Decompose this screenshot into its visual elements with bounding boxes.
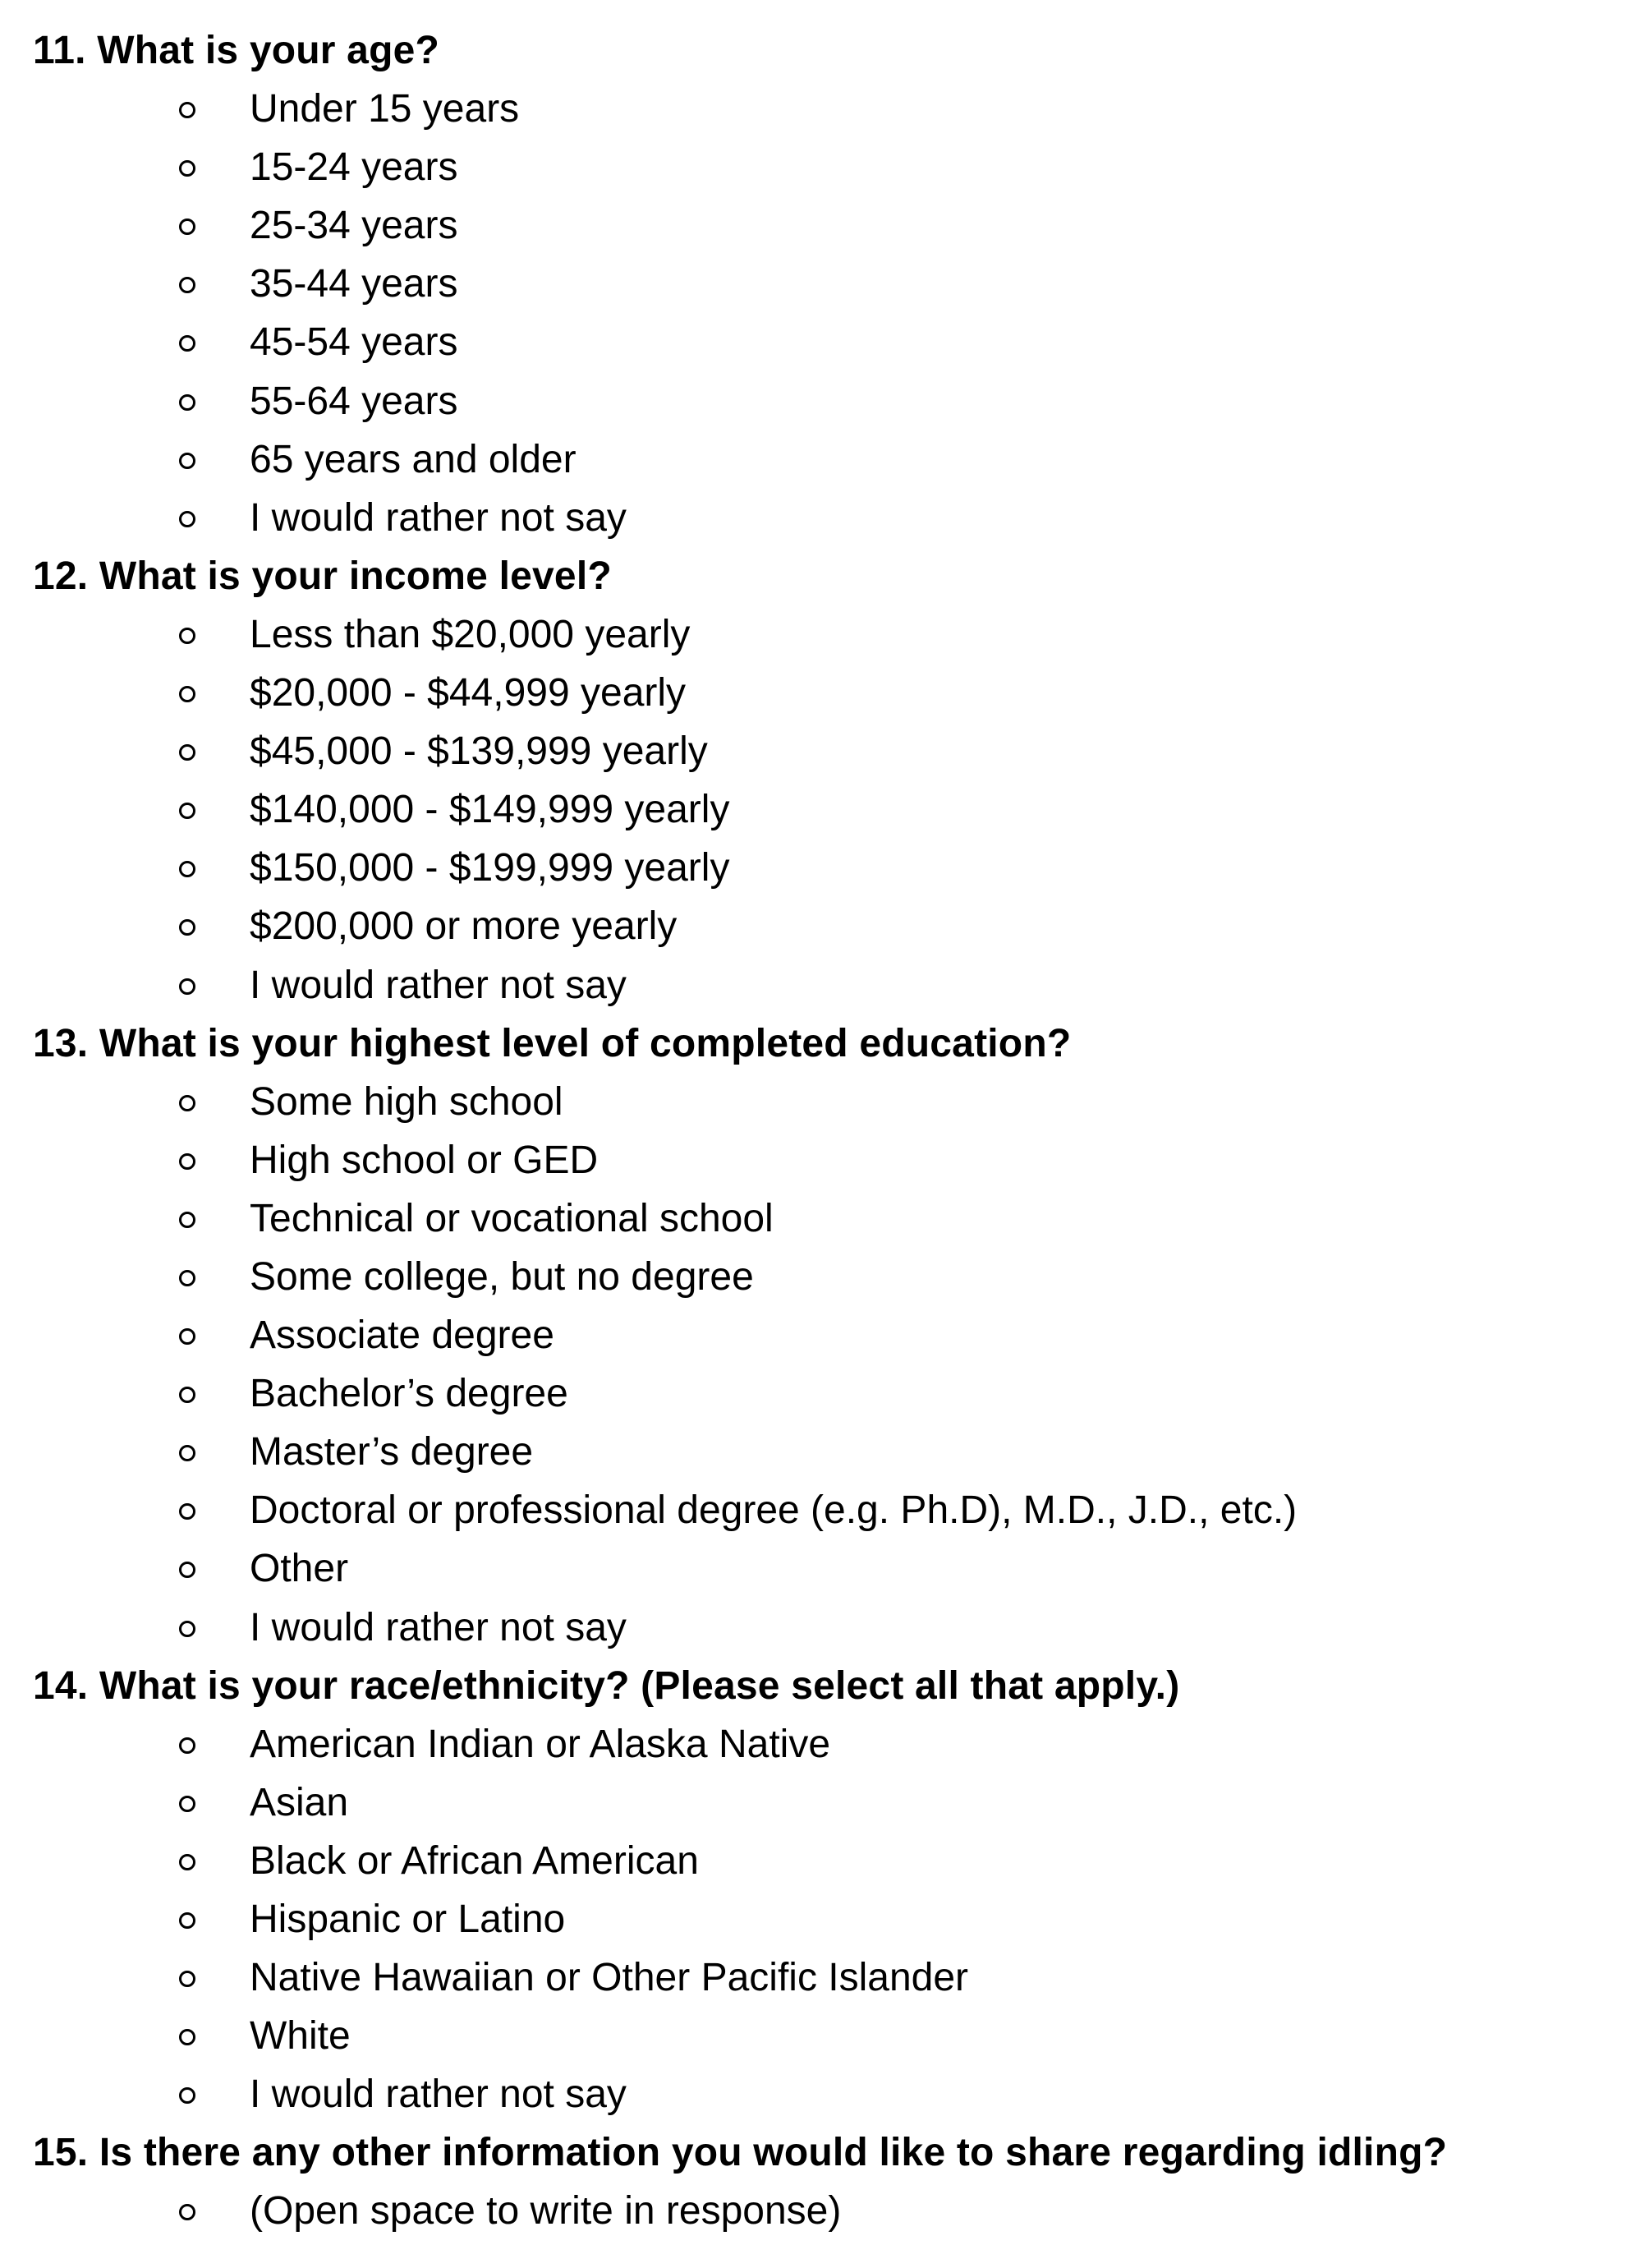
option-150000-199999[interactable]: [33, 839, 1626, 897]
option-label: 55-64 years: [250, 379, 458, 423]
radio-button-icon[interactable]: [179, 102, 195, 118]
option-label: Some high school: [250, 1079, 563, 1124]
option-label: Master’s degree: [250, 1430, 534, 1474]
option-technical-vocational[interactable]: [33, 1189, 1626, 1248]
option-label: $140,000 - $149,999 yearly: [250, 788, 730, 832]
option-label: I would rather not say: [250, 495, 627, 540]
question-title: 13. What is your highest level of completed education?: [33, 1021, 1072, 1065]
radio-button-icon[interactable]: [179, 1387, 195, 1403]
radio-button-icon[interactable]: [179, 1562, 195, 1578]
option-200000-plus[interactable]: [33, 897, 1626, 955]
radio-button-icon[interactable]: [179, 1270, 195, 1286]
radio-button-icon[interactable]: [179, 160, 195, 177]
radio-button-icon[interactable]: [179, 2029, 195, 2045]
option-hispanic-latino[interactable]: [33, 1890, 1626, 1948]
radio-button-icon[interactable]: [179, 978, 195, 995]
radio-button-icon[interactable]: [179, 335, 195, 352]
option-rather-not-say[interactable]: [33, 2065, 1626, 2123]
radio-button-icon[interactable]: [179, 2204, 195, 2220]
option-label: American Indian or Alaska Native: [250, 1722, 831, 1766]
radio-button-icon[interactable]: [179, 219, 195, 235]
survey-form: [33, 21, 1626, 2241]
question-title: 11. What is your age?: [33, 29, 440, 72]
option-bachelors-degree[interactable]: [33, 1364, 1626, 1423]
option-label: Associate degree: [250, 1313, 554, 1358]
option-label: I would rather not say: [250, 2072, 627, 2117]
option-high-school-ged[interactable]: [33, 1131, 1626, 1189]
option-rather-not-say[interactable]: [33, 956, 1626, 1014]
option-label: 15-24 years: [250, 145, 458, 190]
question-education: [33, 1014, 1626, 1657]
radio-button-icon[interactable]: [179, 1912, 195, 1929]
radio-button-icon[interactable]: [179, 861, 195, 877]
option-label: $150,000 - $199,999 yearly: [250, 846, 730, 890]
option-masters-degree[interactable]: [33, 1423, 1626, 1481]
radio-button-icon[interactable]: [179, 1621, 195, 1637]
radio-button-icon[interactable]: [179, 1212, 195, 1228]
question-title: 12. What is your income level?: [33, 554, 612, 598]
question-title: 15. Is there any other information you would like to share regarding idling?: [33, 2131, 1448, 2175]
option-some-college[interactable]: [33, 1248, 1626, 1306]
option-rather-not-say[interactable]: [33, 489, 1626, 547]
radio-button-icon[interactable]: [179, 803, 195, 819]
radio-button-icon[interactable]: [179, 1503, 195, 1520]
radio-button-icon[interactable]: [179, 277, 195, 293]
option-25-34[interactable]: [33, 196, 1626, 255]
radio-button-icon[interactable]: [179, 1328, 195, 1345]
option-label: High school or GED: [250, 1138, 599, 1182]
option-55-64[interactable]: [33, 372, 1626, 430]
option-label: 35-44 years: [250, 262, 458, 306]
option-label: White: [250, 2014, 351, 2059]
radio-button-icon[interactable]: [179, 453, 195, 469]
option-black-african-american[interactable]: [33, 1832, 1626, 1890]
option-65-plus[interactable]: [33, 430, 1626, 489]
radio-button-icon[interactable]: [179, 1445, 195, 1461]
option-15-24[interactable]: [33, 138, 1626, 196]
radio-button-icon[interactable]: [179, 1095, 195, 1111]
question-age: [33, 21, 1626, 547]
option-associate-degree[interactable]: [33, 1306, 1626, 1364]
radio-button-icon[interactable]: [179, 628, 195, 644]
option-35-44[interactable]: [33, 255, 1626, 313]
option-white[interactable]: [33, 2007, 1626, 2065]
radio-button-icon[interactable]: [179, 1854, 195, 1870]
option-20000-44999[interactable]: [33, 664, 1626, 722]
option-label: $200,000 or more yearly: [250, 904, 678, 949]
option-rather-not-say[interactable]: [33, 1599, 1626, 1657]
option-label: Other: [250, 1547, 349, 1591]
option-45000-139999[interactable]: [33, 722, 1626, 780]
option-label: 65 years and older: [250, 437, 577, 481]
option-label: Technical or vocational school: [250, 1196, 774, 1240]
option-native-hawaiian-pacific-islander[interactable]: [33, 1948, 1626, 2007]
option-label: $45,000 - $139,999 yearly: [250, 729, 708, 774]
radio-button-icon[interactable]: [179, 686, 195, 702]
option-doctoral-professional[interactable]: [33, 1481, 1626, 1539]
option-label: I would rather not say: [250, 963, 627, 1007]
question-title: 14. What is your race/ethnicity? (Please select all that apply.): [33, 1663, 1180, 1708]
radio-button-icon[interactable]: [179, 394, 195, 411]
option-45-54[interactable]: [33, 313, 1626, 371]
radio-button-icon[interactable]: [179, 2087, 195, 2104]
question-additional-info: [33, 2123, 1626, 2240]
option-label: Asian: [250, 1780, 349, 1824]
option-label: I would rather not say: [250, 1605, 627, 1649]
option-some-high-school[interactable]: [33, 1073, 1626, 1131]
option-label: Bachelor’s degree: [250, 1372, 568, 1416]
option-label: Native Hawaiian or Other Pacific Islander: [250, 1956, 969, 2000]
option-open-response[interactable]: [33, 2182, 1626, 2240]
radio-button-icon[interactable]: [179, 744, 195, 761]
option-label: Less than $20,000 yearly: [250, 612, 691, 656]
question-race-ethnicity: [33, 1657, 1626, 2124]
option-140000-149999[interactable]: [33, 780, 1626, 839]
option-asian[interactable]: [33, 1773, 1626, 1832]
option-label: Some college, but no degree: [250, 1254, 754, 1299]
option-other[interactable]: [33, 1539, 1626, 1598]
option-label: $20,000 - $44,999 yearly: [250, 671, 687, 715]
option-label: Under 15 years: [250, 87, 520, 131]
option-label: Hispanic or Latino: [250, 1898, 566, 1941]
radio-button-icon[interactable]: [179, 1737, 195, 1754]
option-label: (Open space to write in response): [250, 2189, 842, 2233]
option-under-15[interactable]: [33, 80, 1626, 138]
question-income: [33, 547, 1626, 1014]
option-label: Black or African American: [250, 1838, 699, 1883]
radio-button-icon[interactable]: [179, 1153, 195, 1170]
radio-button-icon[interactable]: [179, 919, 195, 936]
radio-button-icon[interactable]: [179, 511, 195, 527]
option-american-indian-alaska-native[interactable]: [33, 1715, 1626, 1773]
radio-button-icon[interactable]: [179, 1971, 195, 1987]
option-label: 45-54 years: [250, 320, 458, 365]
option-label: Doctoral or professional degree (e.g. Ph.D), M.D., J.D., etc.): [250, 1488, 1298, 1533]
option-under-20000[interactable]: [33, 605, 1626, 664]
radio-button-icon[interactable]: [179, 1796, 195, 1812]
option-label: 25-34 years: [250, 204, 458, 248]
